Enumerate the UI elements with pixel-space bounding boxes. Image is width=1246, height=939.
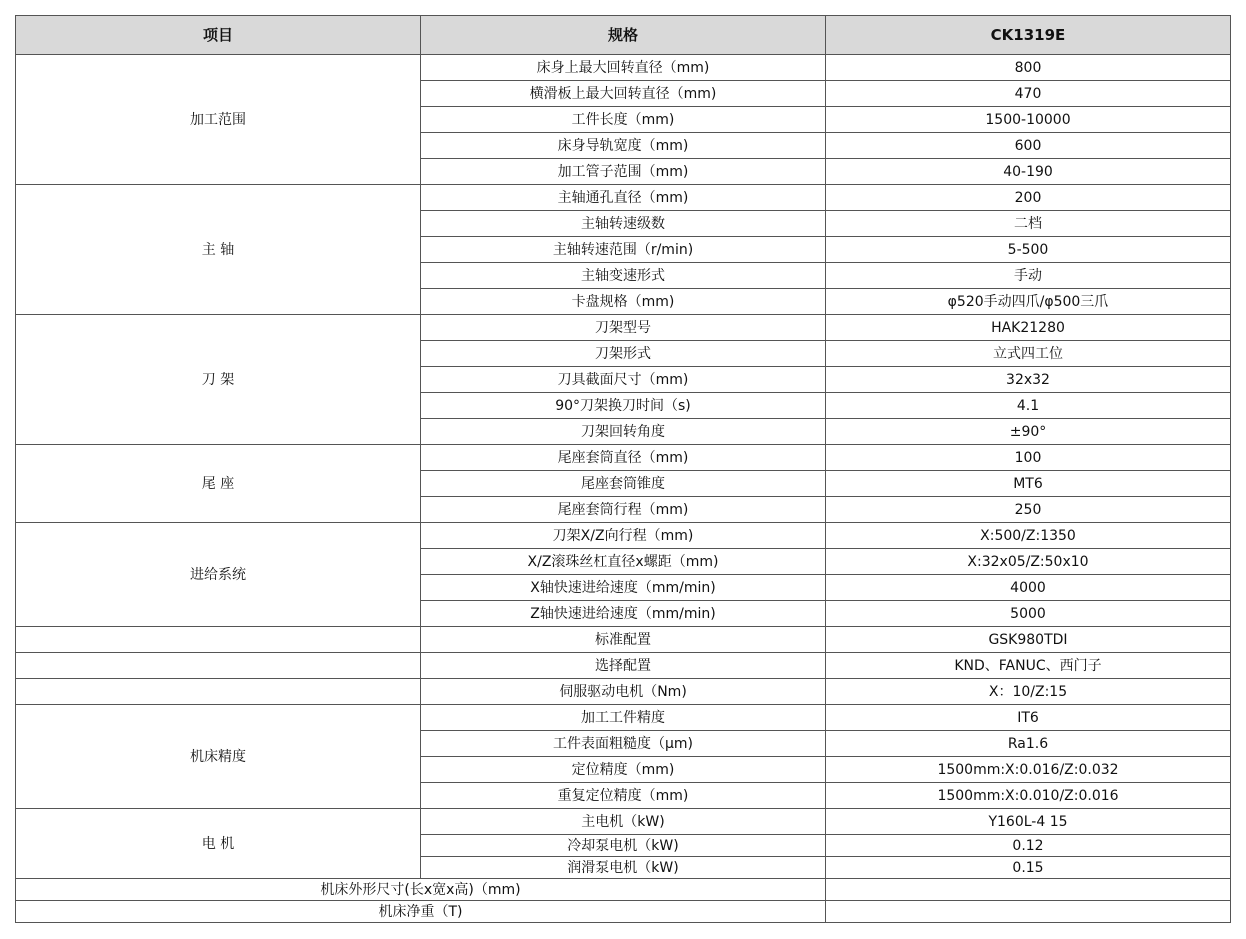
- spec-value: IT6: [826, 705, 1231, 731]
- spec-value: 立式四工位: [826, 341, 1231, 367]
- spec-name: 卡盘规格（mm): [421, 289, 826, 315]
- spec-value: 200: [826, 185, 1231, 211]
- spec-value: 5-500: [826, 237, 1231, 263]
- group-label: 电 机: [16, 809, 421, 879]
- spec-value: 4.1: [826, 393, 1231, 419]
- spec-name: Z轴快速进给速度（mm/min): [421, 601, 826, 627]
- header-spec: 规格: [421, 16, 826, 55]
- empty-cell: [16, 627, 421, 653]
- footer-label: 机床外形尺寸(长x宽x高)（mm): [16, 879, 826, 901]
- table-row: [16, 705, 1231, 731]
- spec-value: 1500mm:X:0.010/Z:0.016: [826, 783, 1231, 809]
- spec-value: 470: [826, 81, 1231, 107]
- spec-value: KND、FANUC、西门子: [826, 653, 1231, 679]
- footer-value: [826, 901, 1231, 923]
- table-row: [16, 679, 1231, 705]
- spec-name: X轴快速进给速度（mm/min): [421, 575, 826, 601]
- header-item: 项目: [16, 16, 421, 55]
- spec-name: 尾座套筒锥度: [421, 471, 826, 497]
- spec-value: 1500-10000: [826, 107, 1231, 133]
- spec-value: Y160L-4 15: [826, 809, 1231, 835]
- spec-value: 100: [826, 445, 1231, 471]
- spec-name: 刀具截面尺寸（mm): [421, 367, 826, 393]
- header-row: [16, 16, 1231, 55]
- footer-label: 机床净重（T): [16, 901, 826, 923]
- spec-name: X/Z滚珠丝杠直径x螺距（mm): [421, 549, 826, 575]
- spec-name: 标准配置: [421, 627, 826, 653]
- spec-value: HAK21280: [826, 315, 1231, 341]
- footer-value: [826, 879, 1231, 901]
- group-label: 机床精度: [16, 705, 421, 809]
- spec-value: 手动: [826, 263, 1231, 289]
- spec-value: GSK980TDI: [826, 627, 1231, 653]
- spec-value: φ520手动四爪/φ500三爪: [826, 289, 1231, 315]
- spec-value: X:500/Z:1350: [826, 523, 1231, 549]
- spec-value: 1500mm:X:0.016/Z:0.032: [826, 757, 1231, 783]
- spec-name: 刀架型号: [421, 315, 826, 341]
- table-row: [16, 315, 1231, 341]
- spec-name: 加工管子范围（mm): [421, 159, 826, 185]
- group-label: 加工范围: [16, 55, 421, 185]
- group-label: 主 轴: [16, 185, 421, 315]
- spec-value: X：10/Z:15: [826, 679, 1231, 705]
- spec-name: 尾座套筒直径（mm): [421, 445, 826, 471]
- spec-name: 工件表面粗糙度（μm): [421, 731, 826, 757]
- spec-name: 选择配置: [421, 653, 826, 679]
- spec-value: MT6: [826, 471, 1231, 497]
- spec-name: 床身导轨宽度（mm): [421, 133, 826, 159]
- spec-name: 横滑板上最大回转直径（mm): [421, 81, 826, 107]
- spec-name: 90°刀架换刀时间（s): [421, 393, 826, 419]
- spec-table-body: [16, 16, 1231, 923]
- footer-row: [16, 879, 1231, 901]
- spec-value: Ra1.6: [826, 731, 1231, 757]
- spec-name: 主电机（kW): [421, 809, 826, 835]
- spec-value: 二档: [826, 211, 1231, 237]
- spec-name: 润滑泵电机（kW): [421, 857, 826, 879]
- group-label: 刀 架: [16, 315, 421, 445]
- footer-row: [16, 901, 1231, 923]
- spec-name: 床身上最大回转直径（mm): [421, 55, 826, 81]
- spec-value: 0.15: [826, 857, 1231, 879]
- spec-value: 250: [826, 497, 1231, 523]
- spec-value: X:32x05/Z:50x10: [826, 549, 1231, 575]
- header-model: CK1319E: [826, 16, 1231, 55]
- spec-value: 600: [826, 133, 1231, 159]
- group-label: 尾 座: [16, 445, 421, 523]
- empty-cell: [16, 653, 421, 679]
- spec-name: 重复定位精度（mm): [421, 783, 826, 809]
- table-row: [16, 809, 1231, 835]
- spec-name: 主轴转速级数: [421, 211, 826, 237]
- spec-name: 定位精度（mm): [421, 757, 826, 783]
- table-row: [16, 55, 1231, 81]
- table-row: [16, 653, 1231, 679]
- spec-value: 5000: [826, 601, 1231, 627]
- spec-name: 刀架回转角度: [421, 419, 826, 445]
- spec-table: [15, 15, 1231, 923]
- spec-value: 0.12: [826, 835, 1231, 857]
- spec-value: 800: [826, 55, 1231, 81]
- spec-value: 32x32: [826, 367, 1231, 393]
- spec-value: ±90°: [826, 419, 1231, 445]
- spec-name: 工件长度（mm): [421, 107, 826, 133]
- table-row: [16, 523, 1231, 549]
- empty-cell: [16, 679, 421, 705]
- spec-name: 冷却泵电机（kW): [421, 835, 826, 857]
- spec-name: 主轴变速形式: [421, 263, 826, 289]
- spec-name: 刀架X/Z向行程（mm): [421, 523, 826, 549]
- spec-name: 尾座套筒行程（mm): [421, 497, 826, 523]
- spec-value: 40-190: [826, 159, 1231, 185]
- table-row: [16, 185, 1231, 211]
- spec-value: 4000: [826, 575, 1231, 601]
- spec-name: 伺服驱动电机（Nm): [421, 679, 826, 705]
- table-row: [16, 445, 1231, 471]
- spec-name: 主轴通孔直径（mm): [421, 185, 826, 211]
- table-row: [16, 627, 1231, 653]
- spec-name: 主轴转速范围（r/min): [421, 237, 826, 263]
- group-label: 进给系统: [16, 523, 421, 627]
- spec-name: 刀架形式: [421, 341, 826, 367]
- spec-name: 加工工件精度: [421, 705, 826, 731]
